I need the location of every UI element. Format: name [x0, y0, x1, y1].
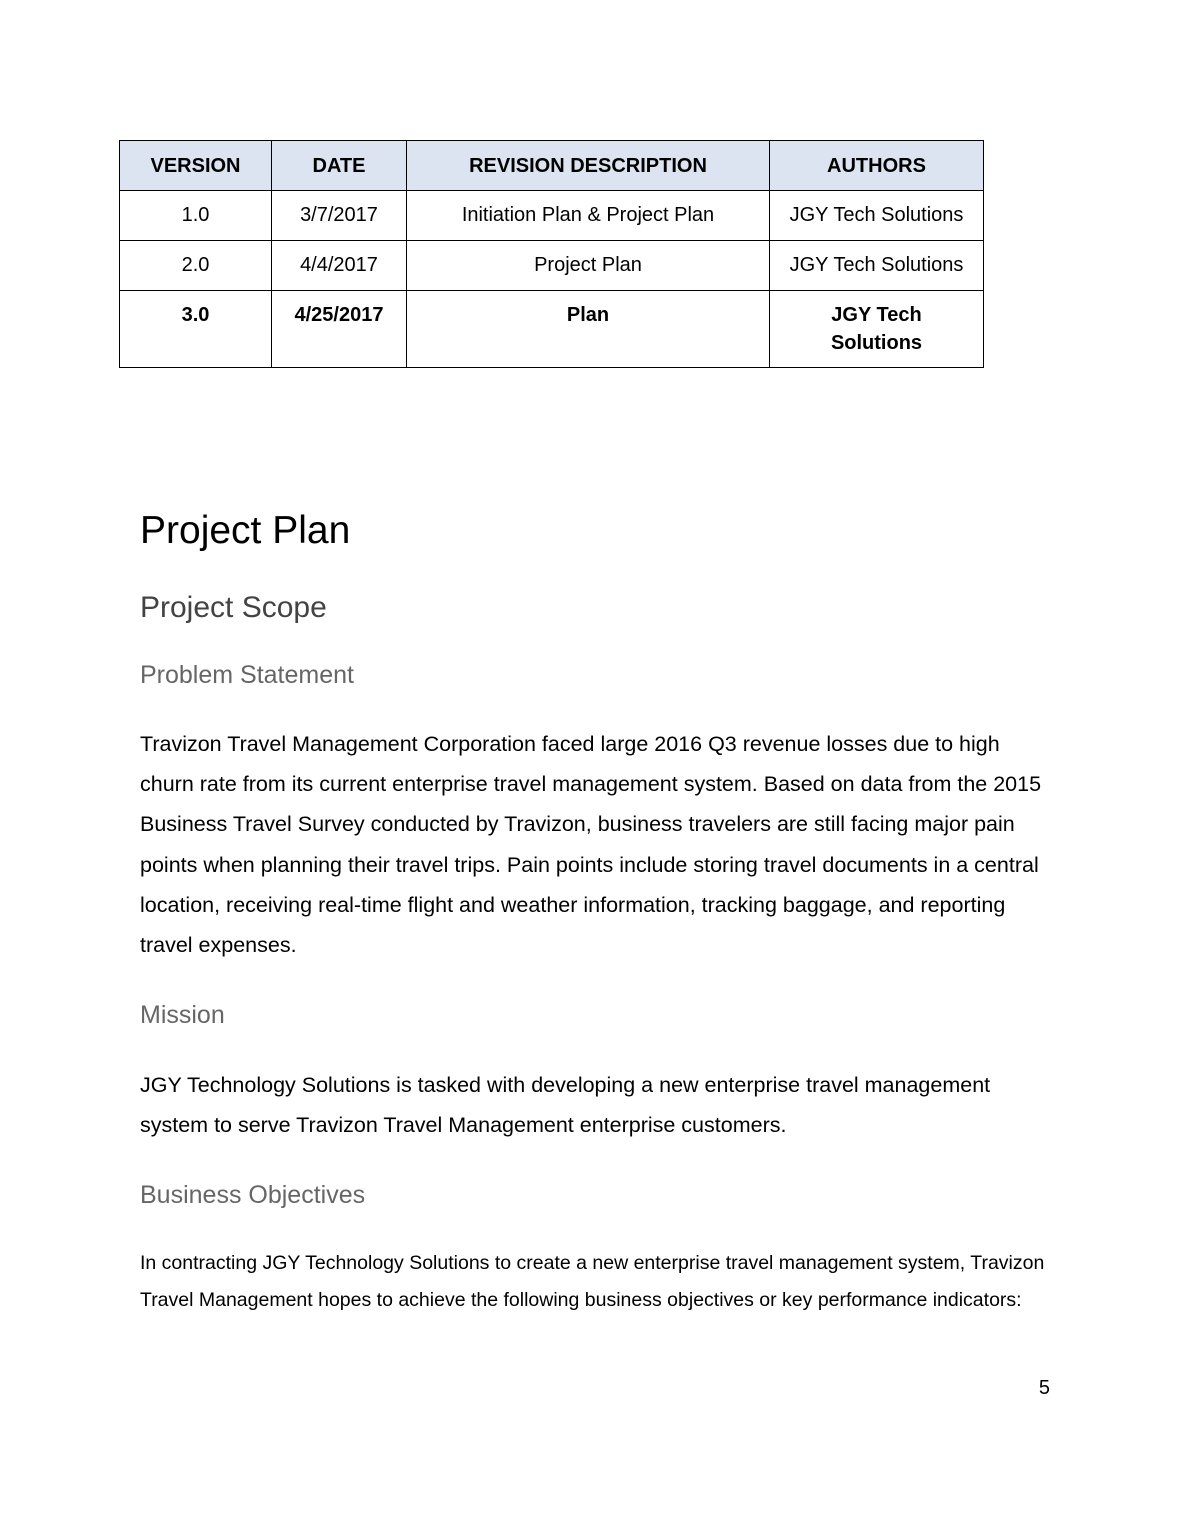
cell-authors: JGY Tech Solutions — [770, 291, 984, 368]
heading-problem-statement: Problem Statement — [140, 661, 354, 689]
paragraph-problem-statement: Travizon Travel Management Corporation faced large 2016 Q3 revenue losses due to high churn rate from its current enterprise travel management system. Based on data from the 2015 Business Travel Survey conducted by Travizon, business travelers are still facing major pain points when planning their travel trips. Pain points include storing travel documents in a central location, receiving real-time flight and weather information, tracking baggage, and reporting travel expenses. — [140, 732, 1042, 958]
heading-project-plan: Project Plan — [140, 509, 351, 552]
heading-business-objectives: Business Objectives — [140, 1181, 366, 1209]
header-authors: AUTHORS — [770, 141, 984, 191]
heading-mission: Mission — [140, 1001, 225, 1029]
header-version: VERSION — [120, 141, 272, 191]
cell-authors: JGY Tech Solutions — [770, 241, 984, 291]
cell-description: Initiation Plan & Project Plan — [407, 191, 770, 241]
cell-version: 3.0 — [120, 291, 272, 368]
revision-history-table — [119, 140, 984, 368]
cell-date: 4/4/2017 — [272, 241, 407, 291]
paragraph-mission: JGY Technology Solutions is tasked with developing a new enterprise travel management system to serve Travizon Travel Management enterprise customers. — [140, 1073, 991, 1138]
table-row — [120, 291, 984, 368]
table-row — [120, 241, 984, 291]
cell-version: 2.0 — [120, 241, 272, 291]
cell-date: 4/25/2017 — [272, 291, 407, 368]
header-date: DATE — [272, 141, 407, 191]
table-row — [120, 191, 984, 241]
cell-version: 1.0 — [120, 191, 272, 241]
cell-description: Project Plan — [407, 241, 770, 291]
page-number: 5 — [1038, 1377, 1050, 1399]
heading-project-scope: Project Scope — [140, 591, 327, 624]
cell-date: 3/7/2017 — [272, 191, 407, 241]
table-header-row — [120, 141, 984, 191]
paragraph-business-objectives: In contracting JGY Technology Solutions to create a new enterprise travel management system, Travizon Travel Management hopes to achieve the following business objectives or key performance indicators: — [140, 1252, 1045, 1311]
header-revision-description: REVISION DESCRIPTION — [407, 141, 770, 191]
cell-description: Plan — [407, 291, 770, 368]
cell-authors: JGY Tech Solutions — [770, 191, 984, 241]
